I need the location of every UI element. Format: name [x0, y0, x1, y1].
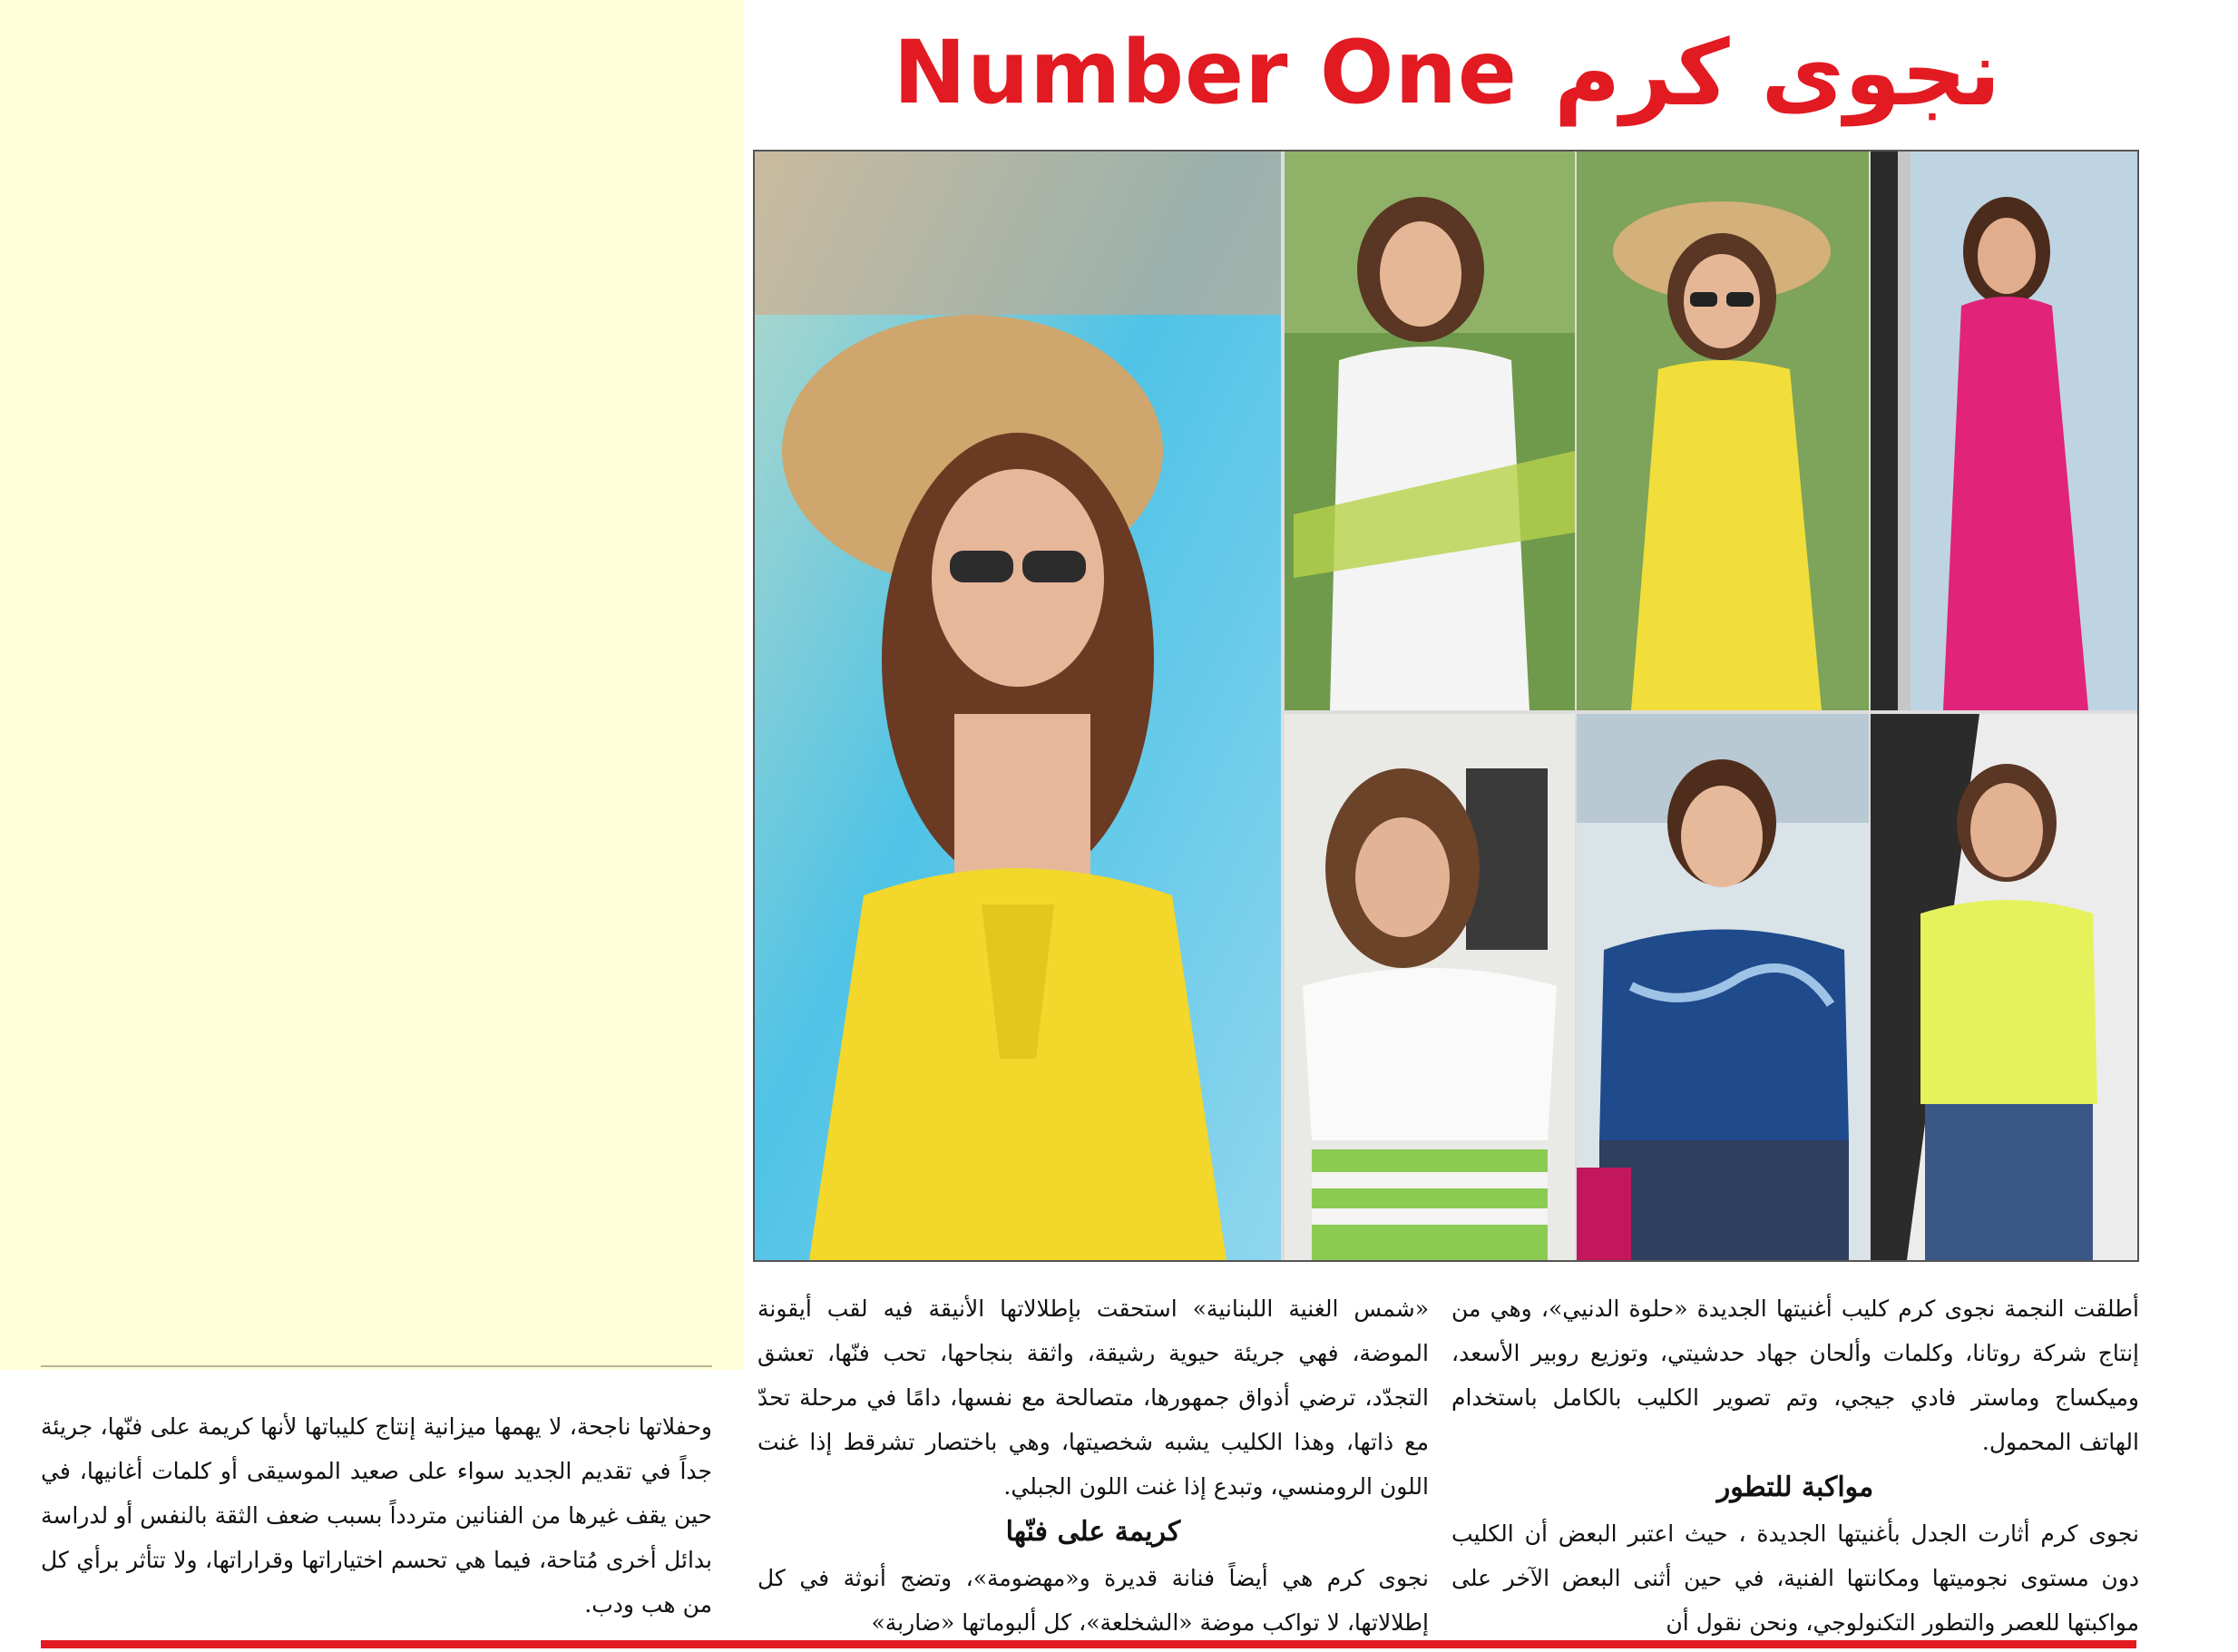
article-paragraph: نجوى كرم أثارت الجدل بأغنيتها الجديدة ، حيث اعتبر البعض أن الكليب دون مستوى نجوميتها ومكانتها الفنية، في حين أثنى البعض الآخر على مواكبتها للعصر والتطور التكنولوجي، ونحن نقول أن	[1451, 1520, 2139, 1636]
headline-arabic: نجوى كرم	[1553, 19, 2001, 126]
article-paragraph: نجوى كرم هي أيضاً فنانة قديرة و«مهضومة»، وتضج أنوثة في كل إطلالاتها، لا تواكب موضة «الشخلعة»، كل ألبوماتها «ضاربة»	[757, 1565, 1429, 1636]
photo-collage	[753, 150, 2139, 1262]
photo-yellow-top-jeans	[1871, 714, 2137, 1260]
article-column-2	[757, 1286, 1429, 1645]
column-divider	[41, 1365, 712, 1367]
bottom-red-rule	[41, 1640, 2136, 1648]
headline-latin: Number One	[893, 22, 1518, 123]
photo-blue-swirl-top	[1577, 714, 1869, 1260]
photo-white-outfit	[1285, 152, 1575, 710]
photo-yellow-dress-hat	[1577, 152, 1869, 710]
article-paragraph: وحفلاتها ناجحة، لا يهمها ميزانية إنتاج كليباتها لأنها كريمة على فنّها، جريئة جداً في تقديم الجديد سواء على صعيد الموسيقى أو كلمات أغانيها، في حين يقف غيرها من الفنانين متردداً بسبب ضعف الثقة بالنفس أو لدراسة بدائل أخرى مُتاحة، فيما هي تحسم اختياراتها وقراراتها، ولا تتأثر برأي كل من هب ودب.	[41, 1413, 712, 1618]
sidebar-yellow-panel	[0, 0, 744, 1370]
article-subheading: مواكبة للتطور	[1716, 1471, 1874, 1503]
headline	[894, 18, 2000, 127]
photo-pink-dress	[1871, 152, 2137, 710]
article-subheading: كريمة على فنّها	[1005, 1516, 1181, 1548]
photo-white-top-stripes	[1285, 714, 1575, 1260]
article-paragraph: أطلقت النجمة نجوى كرم كليب أغنيتها الجديدة «حلوة الدنيي»، وهي من إنتاج شركة روتانا، وكلمات وألحان جهاد حدشيتي، وتوزيع روبير الأسعد، وميكساج وماستر فادي جيجي، وتم تصوير الكليب بالكامل باستخدام الهاتف المحمول.	[1451, 1295, 2139, 1455]
article-column-1	[1451, 1286, 2139, 1645]
article-column-3	[41, 1404, 712, 1627]
article-paragraph: «شمس الغنية اللبنانية» استحقت بإطلالاتها الأنيقة فيه لقب أيقونة الموضة، فهي جريئة حيوية رشيقة، واثقة بنجاحها، تحب فنّها، تعشق التجدّد، ترضي أذواق جمهورها، متصالحة مع نفسها، دامًا في مرحلة تحدّ مع ذاتها، وهذا الكليب يشبه شخصيتها، وهي باختصار تشرقط إذا غنت اللون الرومنسي، وتبدع إذا غنت اللون الجبلي.	[757, 1295, 1429, 1500]
photo-main-portrait	[755, 152, 1281, 1260]
